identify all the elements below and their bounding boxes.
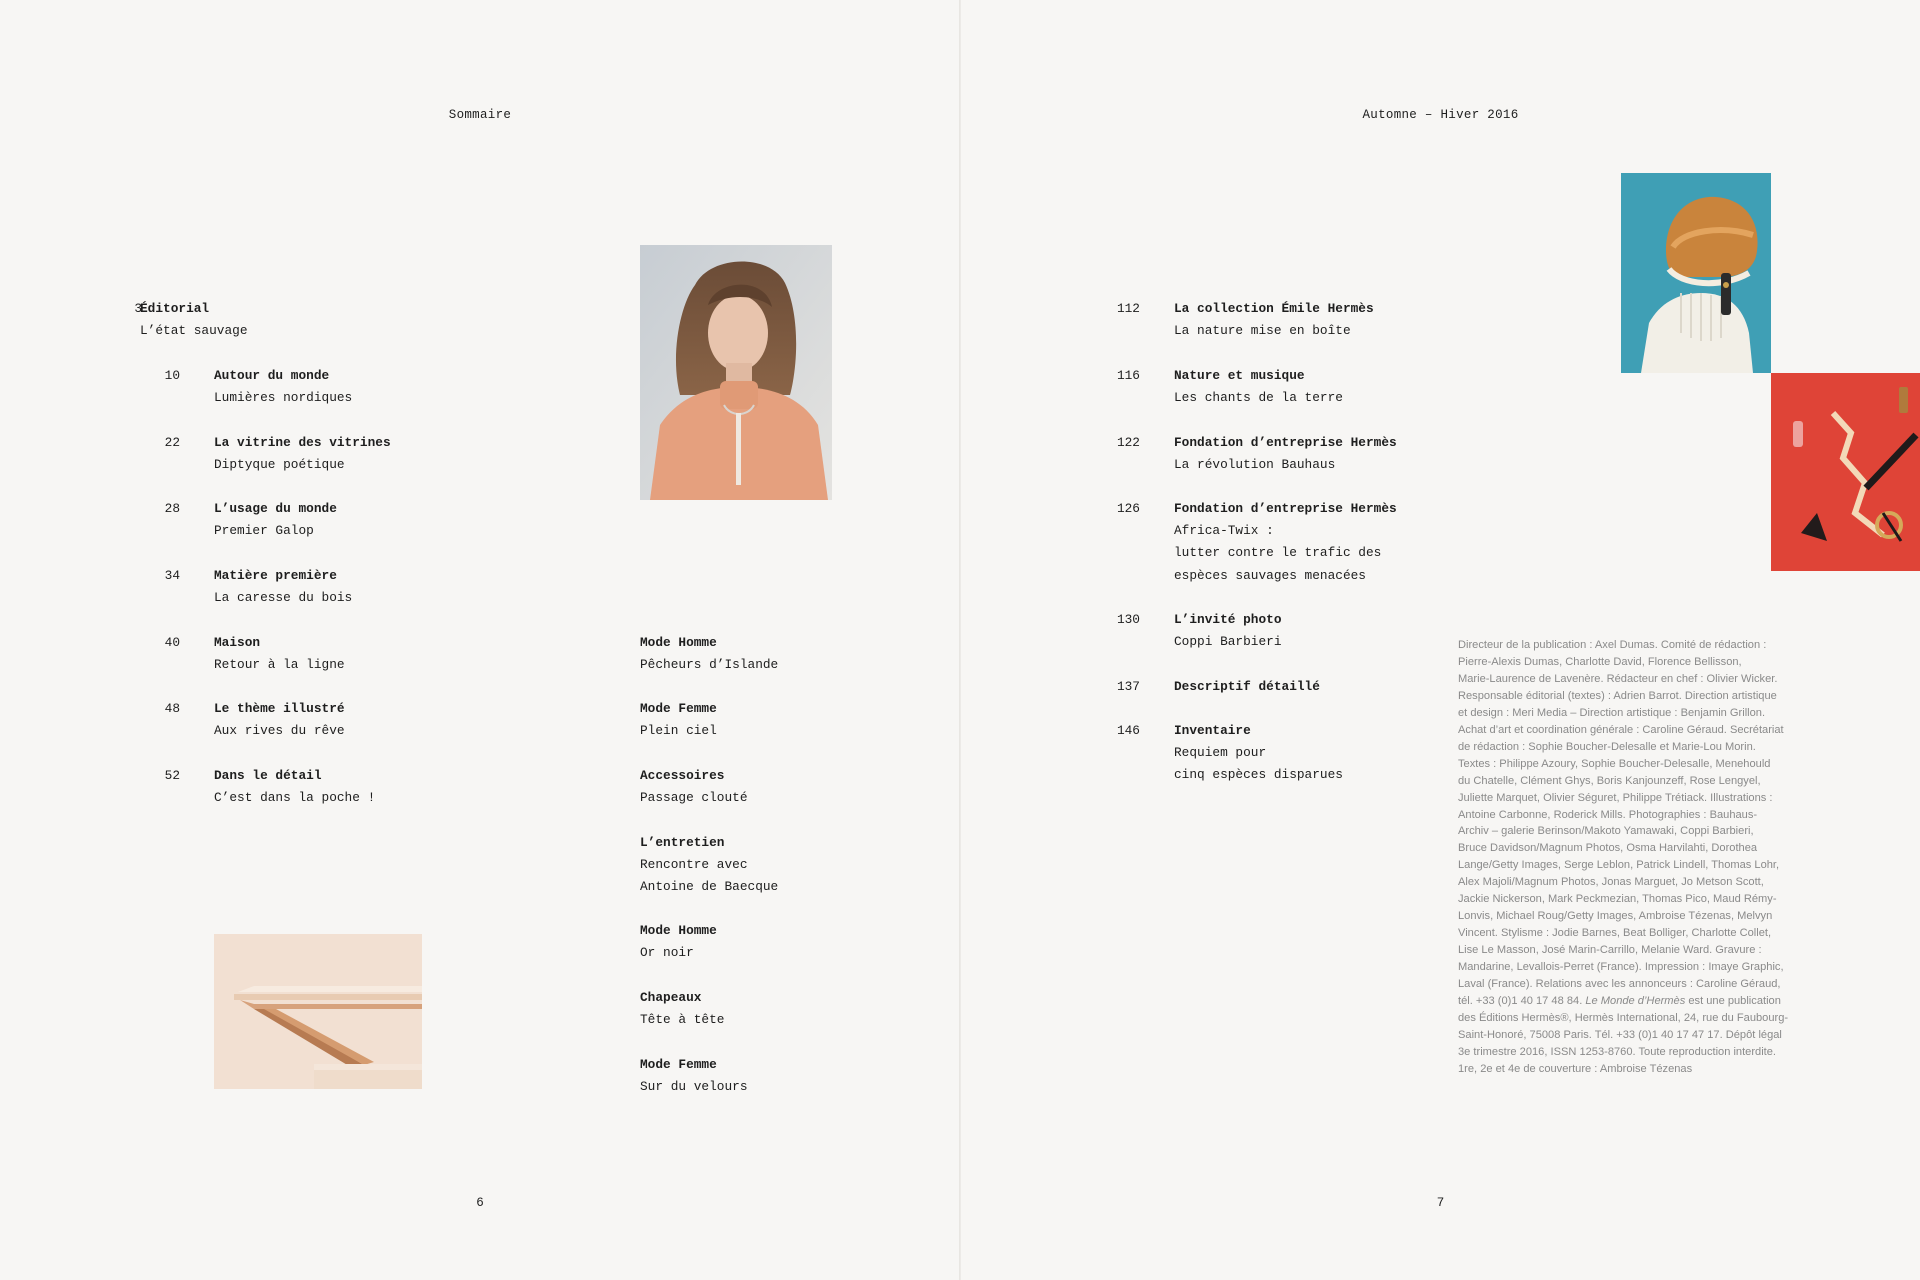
toc-page-number: 10 (164, 368, 180, 383)
toc-title: Le thème illustré (214, 701, 345, 716)
toc-subtitle: Pêcheurs d’Islande (640, 657, 779, 673)
toc-entry (640, 832, 778, 899)
wood-object-image (214, 934, 422, 1089)
toc-title: Chapeaux (640, 990, 702, 1005)
toc-entry (134, 298, 248, 342)
toc-title: L’usage du monde (214, 501, 337, 516)
toc-subtitle: La nature mise en boîte (1174, 323, 1351, 339)
publication-title: Le Monde d’Hermès (1585, 995, 1686, 1008)
toc-title: Descriptif détaillé (1174, 679, 1320, 694)
toc-page-number: 28 (164, 501, 180, 516)
toc-subtitle: espèces sauvages menacées (1174, 567, 1366, 583)
toc-title: Matière première (214, 568, 337, 583)
toc-subtitle: Premier Galop (214, 523, 314, 539)
credits-text-end: est une publication des Éditions Hermès®, Hermès International, 24, rue du Faubourg- Saint-Honoré, 75008 Paris. Tél. +33 (0)1 40 17 47 17. Dépôt légal 3e trimestre 2016, ISSN 1253-8760. Toute reproduction interdite. 1re, 2e et 4e de couverture : Ambroise Tézenas (1458, 995, 1789, 1075)
toc-entry (1116, 432, 1397, 476)
toc-title: Dans le détail (214, 768, 322, 783)
publication-credits (1458, 637, 1808, 1078)
toc-entry (1116, 365, 1343, 409)
toc-page-number: 34 (164, 568, 180, 583)
toc-entry (1116, 498, 1397, 587)
toc-subtitle: Aux rives du rêve (214, 723, 345, 739)
toc-title: Mode Femme (640, 1057, 717, 1072)
toc-title: Accessoires (640, 768, 725, 783)
toc-title: L’entretien (640, 835, 725, 850)
toc-title: L’invité photo (1174, 612, 1282, 627)
toc-entry (640, 698, 717, 742)
toc-subtitle: cinq espèces disparues (1174, 767, 1343, 783)
toc-page-number: 48 (164, 701, 180, 716)
toc-entry (164, 498, 337, 542)
toc-entry (1116, 609, 1282, 653)
toc-title: Éditorial (140, 301, 210, 316)
toc-entry (640, 632, 778, 676)
toc-subtitle: Africa-Twix : (1174, 523, 1274, 539)
toc-entry (164, 432, 391, 476)
toc-subtitle: La caresse du bois (214, 590, 353, 606)
toc-entry (164, 365, 353, 409)
toc-entry (640, 765, 748, 809)
toc-entry (164, 632, 345, 676)
toc-entry (164, 765, 376, 809)
toc-subtitle: Antoine de Baecque (640, 879, 779, 895)
toc-entry (164, 698, 345, 742)
toc-page-number: 112 (1116, 301, 1140, 316)
toc-page-number: 130 (1116, 612, 1140, 627)
toc-title: La vitrine des vitrines (214, 435, 391, 450)
toc-title: Nature et musique (1174, 368, 1305, 383)
toc-subtitle: Or noir (640, 945, 694, 961)
page-number: 7 (1436, 1196, 1445, 1210)
jewelry-objects-photo (1771, 373, 1920, 571)
toc-title: Mode Homme (640, 635, 717, 650)
toc-subtitle: lutter contre le trafic des (1174, 545, 1382, 561)
toc-subtitle: Sur du velours (640, 1079, 748, 1095)
jewelry-objects-image (1771, 373, 1920, 571)
toc-entry (1116, 720, 1343, 787)
toc-page-number: 137 (1116, 679, 1140, 694)
toc-subtitle: Passage clouté (640, 790, 748, 806)
page-number: 6 (476, 1196, 484, 1210)
leather-hat-image (1621, 173, 1771, 373)
credits-text: Directeur de la publication : Axel Dumas. Comité de rédaction : Pierre-Alexis Dumas, Charlotte David, Florence Bellisson, Marie-Laurence de Lavenère. Rédacteur en chef : Olivier Wicker. Responsable éditorial (textes) : Adrien Barrot. Direction artistique et design : Meri Media – Direction artistique : Benjamin Grillon. Achat d’art et coordination générale : Caroline Géraud. Secrétariat de rédaction : Sophie Boucher-Delesalle et Marie-Lou Morin. Textes : Philippe Azoury, Sophie Boucher-Delesalle, Menehould du Chatelle, Clément Ghys, Boris Kanjounzeff, Rose Lengyel, Juliette Marquet, Olivier Séguret, Philippe Trétiack. Illustrations : Antoine Carbonne, Roderick Mills. Photographies : Bauhaus- Archiv – galerie Berinson/Makoto Yamawaki, Coppi Barbieri, Bruce Davidson/Magnum Photos, Osma Harvilahti, Dorothea Lange/Getty Images, Serge Leblon, Patrick Lindell, Thomas Lohr, Alex Majoli/Magnum Photos, Jonas Marguet, Jo Metson Scott, Jackie Nickerson, Mark Peckmezian, Thomas Pico, Maud Rémy- Lonvis, Michael Roug/Getty Images, Ambroise Tézenas, Melvyn Vincent. Stylisme : Jodie Barnes, Beat Bolliger, Charlotte Collet, Lise Le Masson, José Marin-Carrillo, Melanie Ward. Gravure : Mandarine, Levallois-Perret (France). Impression : Imaye Graphic, Laval (France). Relations avec les annonceurs : Caroline Géraud, tél. +33 (0)1 40 17 48 84. (1458, 639, 1784, 1008)
toc-title: Mode Femme (640, 701, 717, 716)
toc-title: Inventaire (1174, 723, 1251, 738)
toc-subtitle: Requiem pour (1174, 745, 1267, 761)
toc-subtitle: Les chants de la terre (1174, 390, 1343, 406)
toc-entry (1116, 676, 1320, 698)
toc-page-number: 40 (164, 635, 180, 650)
page-header-season: Automne – Hiver 2016 (1362, 108, 1519, 122)
page-header-sommaire: Sommaire (448, 108, 512, 122)
toc-page-number: 116 (1116, 368, 1140, 383)
toc-subtitle: Plein ciel (640, 723, 717, 739)
toc-title: Maison (214, 635, 261, 650)
toc-subtitle: L’état sauvage (140, 323, 248, 339)
toc-title: Mode Homme (640, 923, 717, 938)
toc-page-number: 22 (164, 435, 180, 450)
toc-subtitle: Lumières nordiques (214, 390, 353, 406)
toc-subtitle: Tête à tête (640, 1012, 725, 1028)
toc-title: Fondation d’entreprise Hermès (1174, 435, 1397, 450)
wood-object-photo (214, 934, 422, 1089)
toc-subtitle: Retour à la ligne (214, 657, 345, 673)
toc-entry (640, 920, 717, 964)
toc-entry (640, 987, 724, 1031)
toc-page-number: 126 (1116, 501, 1140, 516)
toc-subtitle: Coppi Barbieri (1174, 634, 1282, 650)
toc-subtitle: La révolution Bauhaus (1174, 457, 1336, 473)
toc-subtitle: Rencontre avec (640, 857, 748, 873)
toc-subtitle: Diptyque poétique (214, 457, 345, 473)
toc-title: Autour du monde (214, 368, 330, 383)
portrait-woman-image (640, 245, 832, 500)
toc-title: Fondation d’entreprise Hermès (1174, 501, 1397, 516)
portrait-photo (640, 245, 832, 500)
toc-subtitle: C’est dans la poche ! (214, 790, 376, 806)
toc-page-number: 3 (134, 301, 142, 316)
toc-page-number: 146 (1116, 723, 1140, 738)
toc-entry (1116, 298, 1374, 342)
toc-entry (164, 565, 353, 609)
toc-page-number: 52 (164, 768, 180, 783)
leather-hat-photo (1621, 173, 1771, 373)
toc-page-number: 122 (1116, 435, 1140, 450)
toc-entry (640, 1054, 748, 1098)
toc-title: La collection Émile Hermès (1174, 301, 1374, 316)
